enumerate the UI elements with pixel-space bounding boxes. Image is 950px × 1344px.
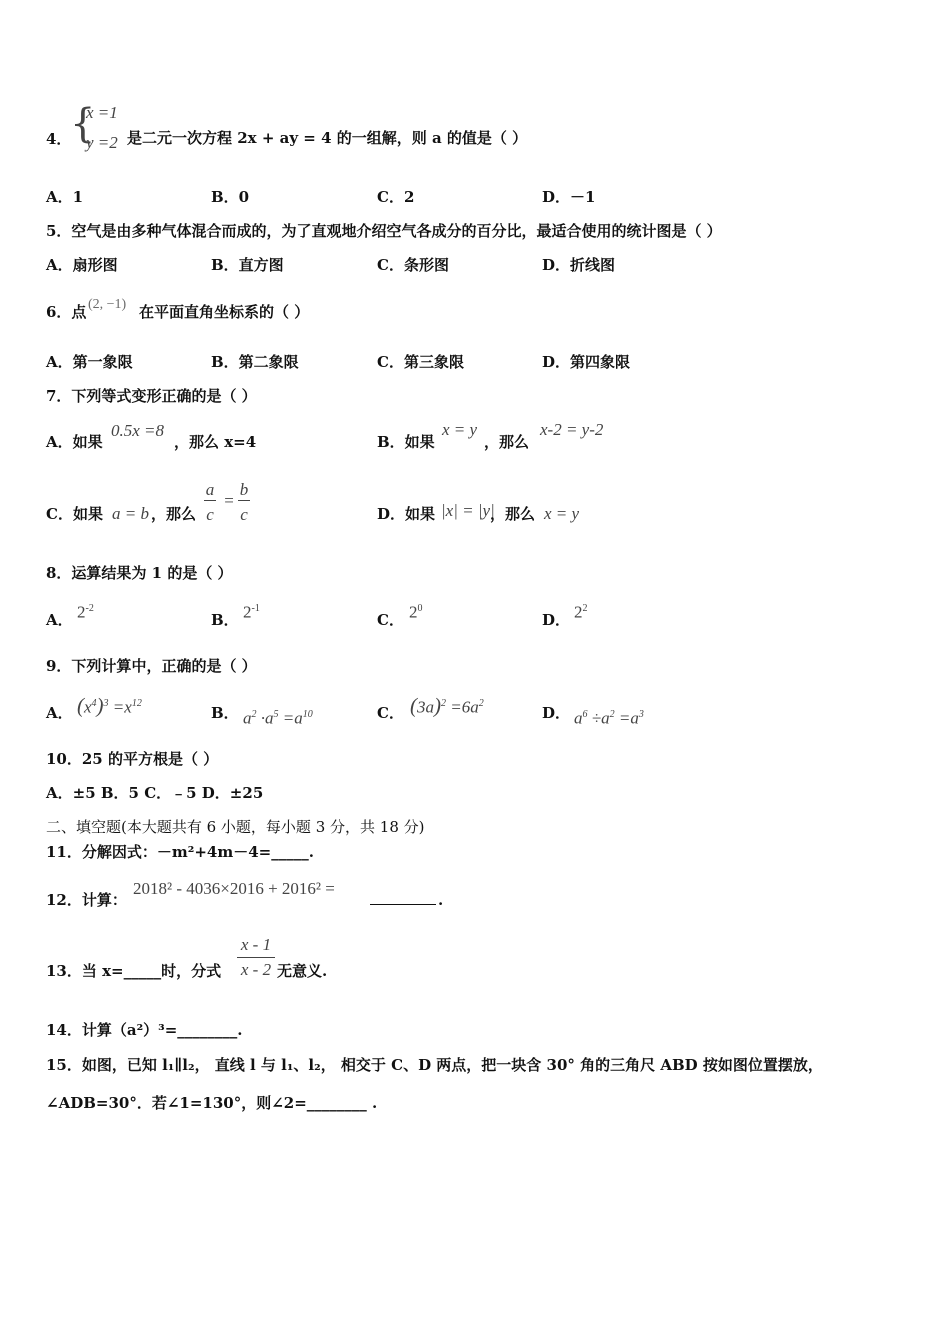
- q7-c-numerator-1: a: [205, 480, 215, 499]
- q7-a-prefix: A．如果: [46, 433, 103, 451]
- q10-stem: 10．25 的平方根是（ ）: [46, 750, 219, 768]
- q13-numerator: x - 1: [240, 935, 272, 954]
- q13-denominator: x - 2: [240, 960, 272, 979]
- q13-prefix: 13．当 x=_____时，分式: [46, 962, 222, 980]
- q6-option-d: D．第四象限: [542, 353, 631, 371]
- q7-c-equals: =: [224, 491, 234, 510]
- q5-option-a: A．扇形图: [46, 256, 118, 274]
- q9-option-a: $(x^4)^3 =x^{12}$: [77, 693, 142, 718]
- q12-suffix: .: [438, 891, 444, 909]
- q7-c-numerator-2: b: [239, 480, 249, 499]
- q8-option-d: $2^2$: [574, 602, 588, 622]
- q8-stem: 8．运算结果为 1 的是（ ）: [46, 564, 233, 582]
- q7-a-equation: 0.5x =8: [111, 421, 165, 440]
- q8-label-b: B．: [211, 611, 239, 629]
- q7-d-result: x = y: [544, 504, 580, 523]
- q15-line1: 15．如图，已知 l₁∥l₂， 直线 l 与 l₁、l₂， 相交于 C、D 两点，把一块含 30° 角的三角尺 ABD 按如图位置摆放，: [46, 1056, 823, 1074]
- q5-option-c: C．条形图: [377, 256, 449, 274]
- q4-option-c: C．2: [377, 188, 415, 206]
- q7-b-equation: x = y: [442, 420, 478, 439]
- q9-option-d: $a^6 \div a^2 =a^3$: [574, 708, 644, 728]
- q9-label-b: B．: [211, 704, 239, 722]
- q8-option-c: $2^0$: [409, 602, 423, 622]
- q4-option-a: A．1: [46, 188, 84, 206]
- q7-c-prefix: C．如果: [46, 505, 103, 523]
- q9-label-c: C．: [377, 704, 404, 722]
- q7-c-equation: a = b: [112, 504, 149, 523]
- q7-c-denominator-2: c: [240, 505, 248, 524]
- q6-option-c: C．第三象限: [377, 353, 464, 371]
- q6-number: 6．点: [46, 303, 87, 321]
- q7-c-denominator-1: c: [206, 505, 214, 524]
- q7-a-suffix: ，那么 x=4: [174, 433, 257, 451]
- q6-stem: 在平面直角坐标系的（ ）: [139, 303, 310, 321]
- q15-line2: ∠ADB=30°．若∠1=130°，则∠2=________ .: [46, 1094, 378, 1112]
- q4-number: 4．: [46, 130, 72, 148]
- q6-option-a: A．第一象限: [46, 353, 133, 371]
- q9-label-a: A．: [46, 704, 73, 722]
- q6-option-b: B．第二象限: [211, 353, 299, 371]
- q5-option-b: B．直方图: [211, 256, 284, 274]
- q9-option-b: $a^2 \cdot a^5 =a^{10}$: [243, 708, 313, 728]
- q5-stem: 5．空气是由多种气体混合而成的，为了直观地介绍空气各成分的百分比，最适合使用的统计图是（ ）: [46, 222, 722, 240]
- q7-stem: 7．下列等式变形正确的是（ ）: [46, 387, 257, 405]
- q8-option-a: $2^{-2}$: [77, 602, 94, 622]
- q9-stem: 9．下列计算中，正确的是（ ）: [46, 657, 257, 675]
- q7-c-fraction-bar-2: [238, 500, 250, 501]
- q9-option-c: $(3a)^2 =6a^2$: [410, 693, 484, 718]
- q14-text: 14．计算（a²）³=________.: [46, 1021, 243, 1039]
- q8-label-c: C．: [377, 611, 404, 629]
- q12-prefix: 12．计算：: [46, 891, 127, 909]
- q8-option-b: $2^{-1}$: [243, 602, 260, 622]
- system-brace: {: [70, 101, 96, 147]
- q4-system-line1: x =1: [86, 103, 118, 122]
- q12-expression: 2018² - 4036×2016 + 2016² =: [133, 879, 335, 898]
- q8-label-d: D．: [542, 611, 571, 629]
- q7-b-result: x-2 = y-2: [540, 420, 604, 439]
- q4-stem: 是二元一次方程 2x + ay = 4 的一组解，则 a 的值是（ ）: [127, 129, 528, 147]
- q5-option-d: D．折线图: [542, 256, 616, 274]
- q4-system-line2: y =2: [86, 133, 118, 152]
- q13-suffix: 无意义.: [277, 962, 328, 980]
- q9-label-d: D．: [542, 704, 571, 722]
- q7-b-prefix: B．如果: [377, 433, 435, 451]
- q13-fraction-bar: [237, 957, 275, 958]
- q7-d-prefix: D．如果: [377, 505, 436, 523]
- q7-d-mid: ，那么: [490, 505, 536, 523]
- q7-b-mid: ，那么: [484, 433, 530, 451]
- q12-answer-blank[interactable]: [370, 890, 436, 905]
- q4-option-b: B．0: [211, 188, 250, 206]
- q8-label-a: A．: [46, 611, 73, 629]
- q6-point: (2, −1): [88, 297, 127, 312]
- q11-text: 11．分解因式：－m²+4m－4=_____.: [46, 843, 314, 861]
- q7-c-fraction-bar-1: [204, 500, 216, 501]
- q7-c-mid: ，那么: [151, 505, 197, 523]
- q7-d-equation: |x| = |y|: [441, 501, 495, 520]
- section-heading: 二、填空题(本大题共有 6 小题，每小题 3 分，共 18 分): [46, 818, 425, 836]
- q4-option-d: D．－1: [542, 188, 596, 206]
- q10-options: A．±5 B．5 C．﹣5 D．±25: [46, 784, 264, 802]
